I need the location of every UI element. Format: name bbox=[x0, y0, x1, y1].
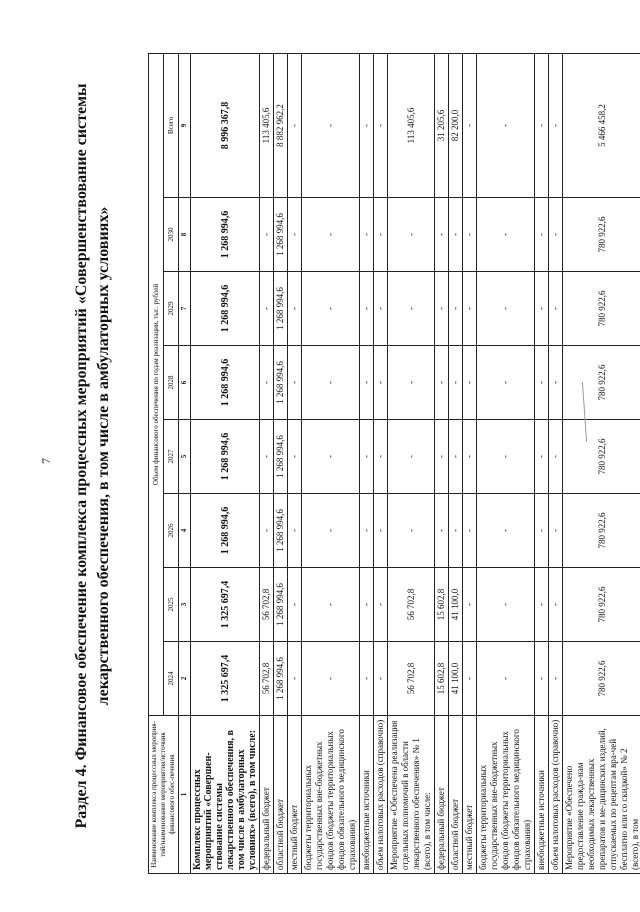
row-name-cell: областной бюджет bbox=[274, 716, 288, 874]
year-value-cell: - bbox=[549, 198, 563, 272]
year-value-cell: 1 268 994,6 bbox=[191, 494, 260, 568]
year-value-cell: - bbox=[477, 568, 535, 642]
year-value-cell: - bbox=[549, 346, 563, 420]
year-value-cell: 1 268 994,6 bbox=[274, 568, 288, 642]
table-row bbox=[260, 53, 274, 873]
section-title-line-2: лекарственного обеспечения, в том числе в амбулаторных условиях» bbox=[95, 206, 112, 706]
year-value-cell: 780 922,6 bbox=[563, 642, 640, 716]
table-row bbox=[463, 53, 477, 873]
year-value-cell: - bbox=[260, 198, 274, 272]
header-year: 2027 bbox=[164, 420, 179, 494]
year-value-cell: - bbox=[477, 494, 535, 568]
row-name-cell: местный бюджет bbox=[463, 716, 477, 874]
year-value-cell: - bbox=[302, 420, 360, 494]
year-value-cell: - bbox=[288, 272, 302, 346]
total-cell: 8 996 367,8 bbox=[191, 53, 260, 197]
year-value-cell: 1 268 994,6 bbox=[191, 420, 260, 494]
total-cell: 5 466 458,2 bbox=[563, 53, 640, 197]
year-value-cell: - bbox=[477, 420, 535, 494]
year-value-cell: - bbox=[549, 272, 563, 346]
year-value-cell: 41 100,0 bbox=[449, 568, 463, 642]
column-index: 8 bbox=[179, 198, 191, 272]
total-cell: - bbox=[374, 53, 388, 197]
header-name-column: Наименование комплекса процессных мероприя-тий/наименование мероприятия/источник финансового обес-печения bbox=[149, 716, 179, 874]
table-row bbox=[302, 53, 360, 873]
table-row bbox=[374, 53, 388, 873]
year-value-cell: - bbox=[388, 346, 435, 420]
page-number: 7 bbox=[39, 458, 53, 464]
year-value-cell: - bbox=[435, 272, 449, 346]
table-row bbox=[288, 53, 302, 873]
header-year: 2029 bbox=[164, 272, 179, 346]
year-value-cell: - bbox=[374, 568, 388, 642]
year-value-cell: - bbox=[477, 272, 535, 346]
year-value-cell: - bbox=[288, 494, 302, 568]
year-value-cell: - bbox=[535, 420, 549, 494]
year-value-cell: - bbox=[449, 420, 463, 494]
year-value-cell: 1 268 994,6 bbox=[274, 494, 288, 568]
year-value-cell: 1 268 994,6 bbox=[274, 642, 288, 716]
year-value-cell: - bbox=[374, 198, 388, 272]
year-value-cell: - bbox=[449, 346, 463, 420]
column-index: 2 bbox=[179, 642, 191, 716]
table-row bbox=[535, 53, 549, 873]
row-name-cell: бюджеты территориальных государственных вне-бюджетных фондов (бюджеты территориальных фондов обязательного медицинского страхования) bbox=[302, 716, 360, 874]
header-financing-group: Объем финансового обеспечения по годам реализации, тыс. рублей bbox=[149, 53, 164, 715]
header-year: 2024 bbox=[164, 642, 179, 716]
header-year: 2025 bbox=[164, 568, 179, 642]
row-name-cell: внебюджетные источники bbox=[360, 716, 374, 874]
total-cell: - bbox=[288, 53, 302, 197]
year-value-cell: 1 268 994,6 bbox=[274, 198, 288, 272]
header-year: 2026 bbox=[164, 494, 179, 568]
year-value-cell: - bbox=[288, 642, 302, 716]
total-cell: - bbox=[549, 53, 563, 197]
row-name-cell: бюджеты территориальных государственных вне-бюджетных фондов (бюджеты территориальных фондов обязательного медицинского страхования) bbox=[477, 716, 535, 874]
year-value-cell: - bbox=[374, 420, 388, 494]
row-name-cell: объем налоговых расходов (справочно) bbox=[549, 716, 563, 874]
year-value-cell: - bbox=[302, 494, 360, 568]
year-value-cell: - bbox=[288, 568, 302, 642]
year-value-cell: - bbox=[388, 272, 435, 346]
column-index-row bbox=[179, 53, 191, 873]
year-value-cell: - bbox=[535, 568, 549, 642]
year-value-cell: - bbox=[463, 568, 477, 642]
table-row bbox=[549, 53, 563, 873]
year-value-cell: - bbox=[260, 346, 274, 420]
year-value-cell: - bbox=[302, 346, 360, 420]
column-index: 9 bbox=[179, 53, 191, 197]
year-value-cell: - bbox=[260, 494, 274, 568]
year-value-cell: - bbox=[549, 642, 563, 716]
year-value-cell: - bbox=[302, 568, 360, 642]
row-name-cell: федеральный бюджет bbox=[435, 716, 449, 874]
year-value-cell: - bbox=[302, 272, 360, 346]
year-value-cell: 1 268 994,6 bbox=[274, 272, 288, 346]
year-value-cell: - bbox=[477, 198, 535, 272]
column-index: 6 bbox=[179, 346, 191, 420]
year-value-cell: - bbox=[435, 494, 449, 568]
total-cell: - bbox=[360, 53, 374, 197]
year-value-cell: - bbox=[463, 494, 477, 568]
total-cell: 82 200,0 bbox=[449, 53, 463, 197]
row-name-cell: объем налоговых расходов (справочно) bbox=[374, 716, 388, 874]
table-row bbox=[388, 53, 435, 873]
year-value-cell: - bbox=[360, 494, 374, 568]
table-row bbox=[360, 53, 374, 873]
year-value-cell: - bbox=[535, 198, 549, 272]
year-value-cell: - bbox=[435, 346, 449, 420]
table-row bbox=[191, 53, 260, 873]
year-value-cell: 780 922,6 bbox=[563, 568, 640, 642]
header-year: 2030 bbox=[164, 198, 179, 272]
year-value-cell: - bbox=[449, 198, 463, 272]
total-cell: - bbox=[302, 53, 360, 197]
year-value-cell: - bbox=[535, 494, 549, 568]
year-value-cell: - bbox=[388, 494, 435, 568]
year-value-cell: - bbox=[549, 568, 563, 642]
total-cell: - bbox=[477, 53, 535, 197]
column-index: 3 bbox=[179, 568, 191, 642]
year-value-cell: 780 922,6 bbox=[563, 198, 640, 272]
year-value-cell: - bbox=[549, 494, 563, 568]
year-value-cell: 15 602,8 bbox=[435, 642, 449, 716]
column-index: 5 bbox=[179, 420, 191, 494]
column-index: 4 bbox=[179, 494, 191, 568]
year-value-cell: 1 268 994,6 bbox=[191, 198, 260, 272]
year-value-cell: 1 268 994,6 bbox=[191, 346, 260, 420]
table-row bbox=[274, 53, 288, 873]
year-value-cell: - bbox=[463, 272, 477, 346]
year-value-cell: - bbox=[302, 642, 360, 716]
year-value-cell: 1 268 994,6 bbox=[274, 420, 288, 494]
year-value-cell: - bbox=[360, 272, 374, 346]
year-value-cell: - bbox=[374, 642, 388, 716]
table-row bbox=[435, 53, 449, 873]
year-value-cell: - bbox=[288, 346, 302, 420]
year-value-cell: - bbox=[360, 198, 374, 272]
total-cell: - bbox=[535, 53, 549, 197]
row-name-cell: Мероприятие «Обеспечена реализация отдельных полномочий в области лекарственного обеспечения» № 1 (всего), в том числе: bbox=[388, 716, 435, 874]
table-row bbox=[449, 53, 463, 873]
year-value-cell: - bbox=[360, 568, 374, 642]
total-cell: 8 882 962,2 bbox=[274, 53, 288, 197]
section-title-line-1: Раздел 4. Финансовое обеспечение комплекса процессных мероприятий «Совершенствование системы bbox=[73, 83, 90, 829]
year-value-cell: - bbox=[288, 198, 302, 272]
year-value-cell: - bbox=[449, 494, 463, 568]
year-value-cell: - bbox=[360, 420, 374, 494]
year-value-cell: - bbox=[388, 420, 435, 494]
year-value-cell: 780 922,6 bbox=[563, 272, 640, 346]
year-value-cell: - bbox=[260, 420, 274, 494]
year-value-cell: - bbox=[302, 198, 360, 272]
year-value-cell: - bbox=[535, 272, 549, 346]
total-cell: 113 405,6 bbox=[260, 53, 274, 197]
year-value-cell: - bbox=[288, 420, 302, 494]
row-name-cell: федеральный бюджет bbox=[260, 716, 274, 874]
year-value-cell: 56 702,8 bbox=[388, 642, 435, 716]
year-value-cell: 56 702,8 bbox=[388, 568, 435, 642]
year-value-cell: - bbox=[360, 642, 374, 716]
row-name-cell: местный бюджет bbox=[288, 716, 302, 874]
year-value-cell: - bbox=[535, 346, 549, 420]
total-cell: 113 405,6 bbox=[388, 53, 435, 197]
year-value-cell: - bbox=[549, 420, 563, 494]
header-total: Всего bbox=[164, 53, 179, 197]
year-value-cell: - bbox=[435, 198, 449, 272]
column-index: 7 bbox=[179, 272, 191, 346]
table-row bbox=[563, 53, 640, 873]
year-value-cell: 41 100,0 bbox=[449, 642, 463, 716]
table-row bbox=[477, 53, 535, 873]
year-value-cell: 780 922,6 bbox=[563, 420, 640, 494]
year-value-cell: 15 602,8 bbox=[435, 568, 449, 642]
row-name-cell: внебюджетные источники bbox=[535, 716, 549, 874]
year-value-cell: - bbox=[360, 346, 374, 420]
year-value-cell: - bbox=[374, 346, 388, 420]
header-year: 2028 bbox=[164, 346, 179, 420]
year-value-cell: 780 922,6 bbox=[563, 494, 640, 568]
year-value-cell: 1 325 697,4 bbox=[191, 568, 260, 642]
year-value-cell: 56 702,8 bbox=[260, 568, 274, 642]
year-value-cell: 1 268 994,6 bbox=[274, 346, 288, 420]
year-value-cell: - bbox=[463, 346, 477, 420]
year-value-cell: - bbox=[449, 272, 463, 346]
total-cell: - bbox=[463, 53, 477, 197]
year-value-cell: - bbox=[477, 346, 535, 420]
year-value-cell: 1 268 994,6 bbox=[191, 272, 260, 346]
year-value-cell: 780 922,6 bbox=[563, 346, 640, 420]
row-name-cell: областной бюджет bbox=[449, 716, 463, 874]
year-value-cell: - bbox=[463, 198, 477, 272]
year-value-cell: - bbox=[435, 420, 449, 494]
row-name-cell: Комплекс процессных мероприятий «Совершен-ствование системы лекарственного обеспечения, в том числе в амбулаторных условиях» (всего), в том числе: bbox=[191, 716, 260, 874]
year-value-cell: - bbox=[463, 642, 477, 716]
year-value-cell: - bbox=[463, 420, 477, 494]
year-value-cell: - bbox=[374, 494, 388, 568]
total-cell: 31 205,6 bbox=[435, 53, 449, 197]
year-value-cell: - bbox=[388, 198, 435, 272]
year-value-cell: - bbox=[477, 642, 535, 716]
year-value-cell: 56 702,8 bbox=[260, 642, 274, 716]
year-value-cell: 1 325 697,4 bbox=[191, 642, 260, 716]
year-value-cell: - bbox=[535, 642, 549, 716]
year-value-cell: - bbox=[260, 272, 274, 346]
column-index: 1 bbox=[179, 716, 191, 874]
row-name-cell: Мероприятие «Обеспечено предоставление гражда-нам необходимых лекарственных препаратов и ме-дицинских изделий, отпускаемых по рецептам вра-чей бесплатно или со скидкой» № 2 (всего), в том bbox=[563, 716, 640, 874]
financing-table bbox=[148, 53, 640, 874]
year-value-cell: - bbox=[374, 272, 388, 346]
